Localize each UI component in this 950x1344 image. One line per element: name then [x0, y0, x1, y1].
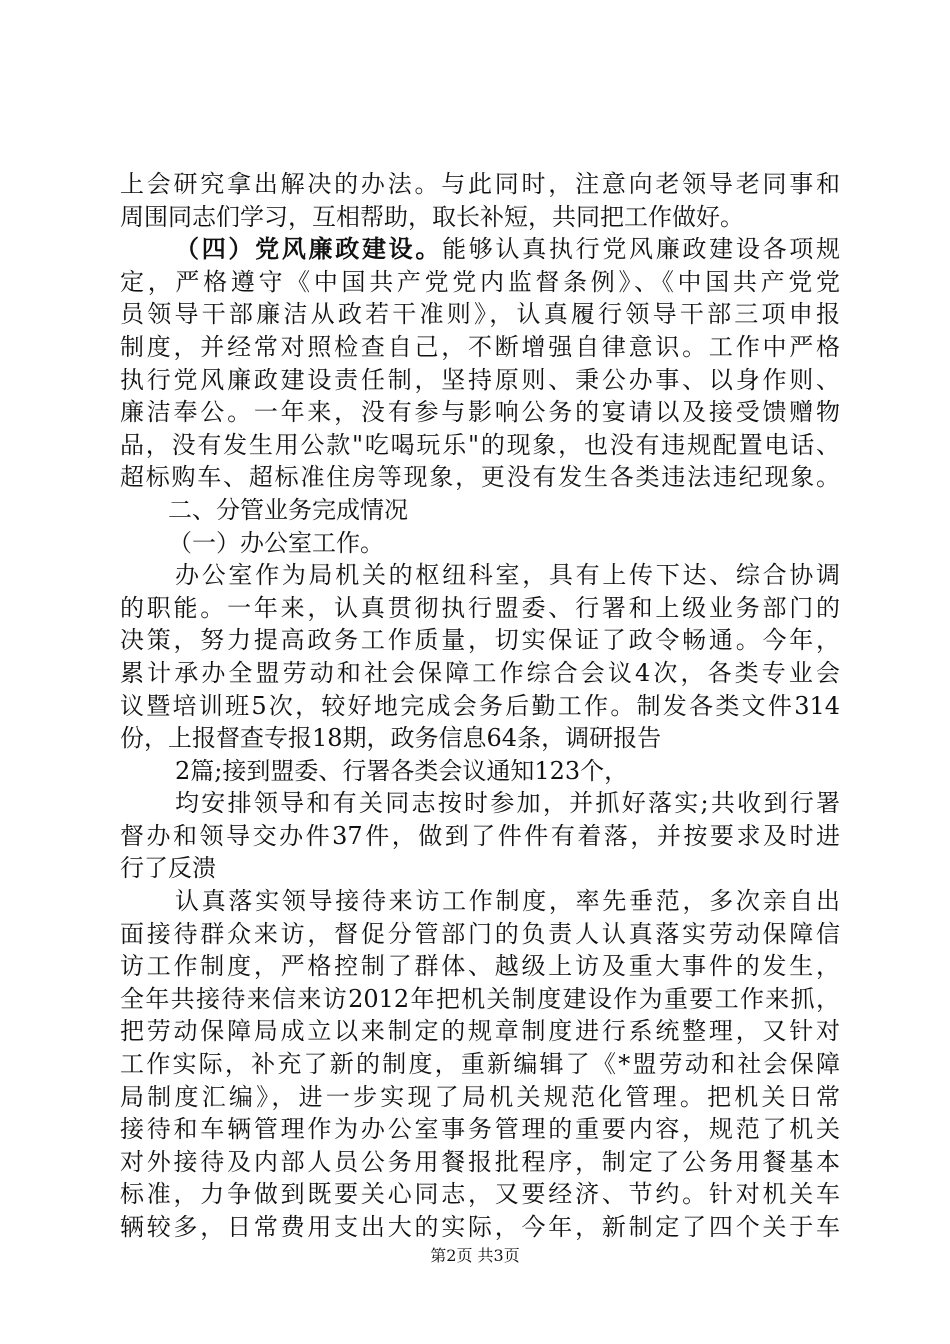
paragraph-line: 局制度汇编》，进一步实现了局机关规范化管理。把机关日常 [120, 1082, 840, 1111]
paragraph-line: 督办和领导交办件37件，做到了件件有着落，并按要求及时进 [120, 821, 840, 850]
paragraph-line: 议暨培训班5次，较好地完成会务后勤工作。制发各类文件314 [120, 691, 840, 720]
paragraph-line: 超标购车、超标准住房等现象，更没有发生各类违法违纪现象。 [120, 463, 840, 492]
paragraph-line: 工作实际，补充了新的制度，重新编辑了《*盟劳动和社会保障 [120, 1050, 840, 1079]
paragraph-line: 员领导干部廉洁从政若干准则》，认真履行领导干部三项申报 [120, 300, 840, 329]
document-body [120, 168, 840, 1244]
paragraph-line: 全年共接待来信来访2012年把机关制度建设作为重要工作来抓， [120, 984, 840, 1013]
paragraph-line: 访工作制度，严格控制了群体、越级上访及重大事件的发生， [120, 952, 840, 981]
paragraph-line: 周围同志们学习，互相帮助，取长补短，共同把工作做好。 [120, 202, 744, 231]
paragraph-line: 面接待群众来访，督促分管部门的负责人认真落实劳动保障信 [120, 919, 840, 948]
paragraph-line: 份，上报督查专报18期，政务信息64条，调研报告 [120, 724, 662, 753]
paragraph-line: 的职能。一年来，认真贯彻执行盟委、行署和上级业务部门的 [120, 593, 840, 622]
paragraph-text: 能够认真执行党风廉政建设各项规 [442, 235, 840, 264]
paragraph-line: 执行党风廉政建设责任制，坚持原则、秉公办事、以身作则、 [120, 365, 840, 394]
paragraph-line: 均安排领导和有关同志按时参加，并抓好落实;共收到行署 [175, 789, 840, 818]
paragraph-line: 定，严格遵守《中国共产党党内监督条例》、《中国共产党党 [120, 267, 840, 296]
paragraph-line: 行了反溃 [120, 854, 216, 883]
section-heading-party-conduct: （四）党风廉政建设。 [175, 235, 443, 264]
paragraph-line: 接待和车辆管理作为办公室事务管理的重要内容，规范了机关 [120, 1115, 840, 1144]
paragraph-line: 决策，努力提高政务工作质量，切实保证了政令畅通。今年， [120, 626, 840, 655]
paragraph-line: 廉洁奉公。一年来，没有参与影响公务的宴请以及接受馈赠物 [120, 398, 840, 427]
section-heading-business: 二、分管业务完成情况 [168, 495, 408, 524]
paragraph-line: 品，没有发生用公款"吃喝玩乐"的现象，也没有违规配置电话、 [120, 430, 840, 459]
paragraph-line: 标准，力争做到既要关心同志，又要经济、节约。针对机关车 [120, 1180, 840, 1209]
paragraph-line: 制度，并经常对照检查自己，不断增强自律意识。工作中严格 [120, 332, 840, 361]
paragraph-line: 辆较多，日常费用支出大的实际，今年，新制定了四个关于车 [120, 1213, 840, 1241]
paragraph-line: 上会研究拿出解决的办法。与此同时，注意向老领导老同事和 [120, 170, 840, 198]
paragraph-line: 累计承办全盟劳动和社会保障工作综合会议4次，各类专业会 [120, 658, 840, 687]
paragraph-line: 认真落实领导接待来访工作制度，率先垂范，多次亲自出 [175, 887, 840, 916]
paragraph-line: 把劳动保障局成立以来制定的规章制度进行系统整理，又针对 [120, 1017, 840, 1046]
section-line-party-conduct [120, 233, 840, 266]
paragraph-line: 2篇;接到盟委、行署各类会议通知123个， [175, 756, 629, 785]
paragraph-line: 对外接待及内部人员公务用餐报批程序，制定了公务用餐基本 [120, 1147, 840, 1176]
paragraph-line: 办公室作为局机关的枢纽科室，具有上传下达、综合协调 [175, 561, 840, 590]
subsection-heading-office: （一）办公室工作。 [168, 528, 384, 557]
page-footer: 第2页 共3页 [430, 1246, 520, 1265]
